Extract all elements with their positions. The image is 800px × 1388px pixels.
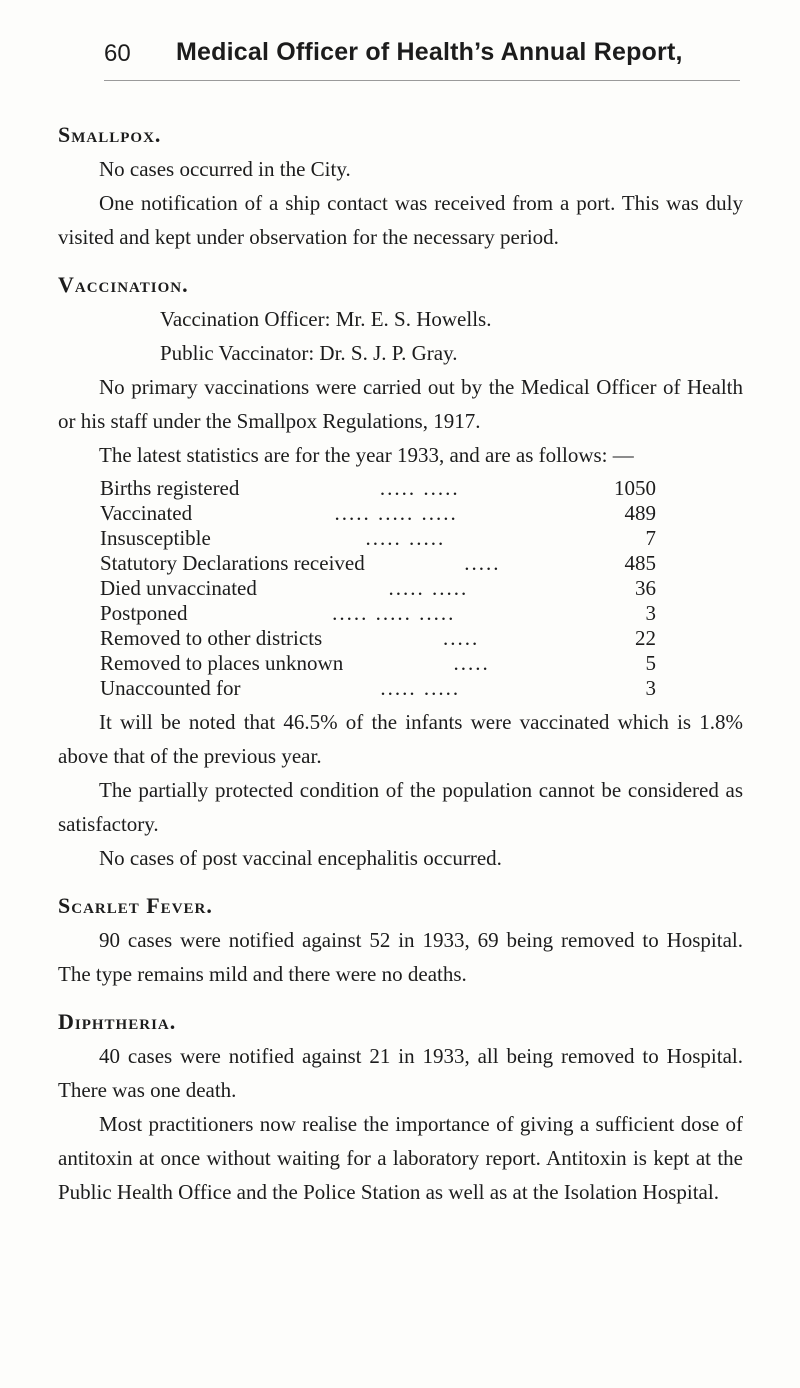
stat-label: Died unvaccinated (100, 576, 257, 600)
page-body (58, 118, 743, 1209)
stat-label: Statutory Declarations received (100, 551, 365, 575)
stat-label: Removed to places unknown (100, 651, 344, 675)
stat-value: 3 (645, 676, 656, 700)
vaccination-officer-line: Vaccination Officer: Mr. E. S. Howells. (160, 307, 492, 331)
leader-dots: ..... (464, 551, 501, 575)
section-heading-smallpox: Smallpox. (58, 122, 162, 147)
leader-dots: ..... (453, 651, 490, 675)
vaccination-paragraph: The partially protected condition of the population cannot be considered as satisfactory. (58, 778, 743, 836)
stat-label: Removed to other districts (100, 626, 323, 650)
section-smallpox (58, 118, 743, 254)
smallpox-paragraph: One notification of a ship contact was received from a port. This was duly visited and kept under observation for the necessary period. (58, 191, 743, 249)
stat-value: 22 (635, 626, 656, 650)
leader-dots: ..... ..... (388, 576, 469, 600)
smallpox-paragraph: No cases occurred in the City. (99, 157, 351, 181)
leader-dots: ..... ..... (379, 476, 460, 500)
stat-row (100, 676, 656, 701)
vaccination-statistics-table (100, 476, 656, 701)
stat-row (100, 526, 656, 551)
page-number: 60 (104, 40, 131, 67)
leader-dots: ..... ..... (380, 676, 461, 700)
stat-value: 7 (645, 526, 656, 550)
leader-dots: ..... (442, 626, 480, 650)
running-title: Medical Officer of Health’s Annual Report, (176, 38, 683, 66)
leader-dots: ..... ..... ..... (334, 501, 458, 525)
stat-row (100, 651, 656, 676)
leader-dots: ..... ..... ..... (332, 601, 456, 625)
stat-value: 485 (624, 551, 656, 575)
stat-label: Postponed (100, 601, 188, 625)
section-heading-diphtheria: Diphtheria. (58, 1009, 177, 1034)
stat-row (100, 576, 656, 601)
section-heading-scarlet-fever: Scarlet Fever. (58, 893, 213, 918)
stat-label: Vaccinated (100, 501, 193, 525)
vaccination-paragraph: No primary vaccinations were carried out by the Medical Officer of Health or his staff under the Smallpox Regulations, 1917. (58, 375, 743, 433)
vaccination-paragraph: It will be noted that 46.5% of the infants were vaccinated which is 1.8% above that of the previous year. (58, 710, 743, 768)
section-vaccination (58, 268, 743, 875)
stat-row (100, 476, 656, 501)
vaccination-paragraph: The latest statistics are for the year 1933, and are as follows: — (99, 443, 634, 467)
section-scarlet-fever (58, 889, 743, 991)
diphtheria-paragraph: Most practitioners now realise the importance of giving a sufficient dose of antitoxin at once without waiting for a laboratory report. Antitoxin is kept at the Public Health Office and the Police Station as well as at the Isolation Hospital. (58, 1112, 743, 1204)
stat-row (100, 626, 656, 651)
stat-label: Unaccounted for (100, 676, 241, 700)
running-header (104, 34, 740, 81)
stat-value: 1050 (614, 476, 656, 500)
scarlet-fever-paragraph: 90 cases were notified against 52 in 1933, 69 being removed to Hospital. The type remains mild and there were no deaths. (58, 928, 743, 986)
stat-value: 36 (635, 576, 656, 600)
stat-label: Insusceptible (100, 526, 211, 550)
stat-row (100, 601, 656, 626)
stat-row (100, 551, 656, 576)
section-heading-vaccination: Vaccination. (58, 272, 189, 297)
diphtheria-paragraph: 40 cases were notified against 21 in 1933, all being removed to Hospital. There was one death. (58, 1044, 743, 1102)
stat-value: 3 (645, 601, 656, 625)
vaccination-paragraph: No cases of post vaccinal encephalitis occurred. (99, 846, 502, 870)
section-diphtheria (58, 1005, 743, 1209)
stat-label: Births registered (100, 476, 240, 500)
leader-dots: ..... ..... (365, 526, 446, 550)
stat-value: 5 (645, 651, 656, 675)
public-vaccinator-line: Public Vaccinator: Dr. S. J. P. Gray. (160, 341, 458, 365)
stat-row (100, 501, 656, 526)
stat-value: 489 (624, 501, 656, 525)
